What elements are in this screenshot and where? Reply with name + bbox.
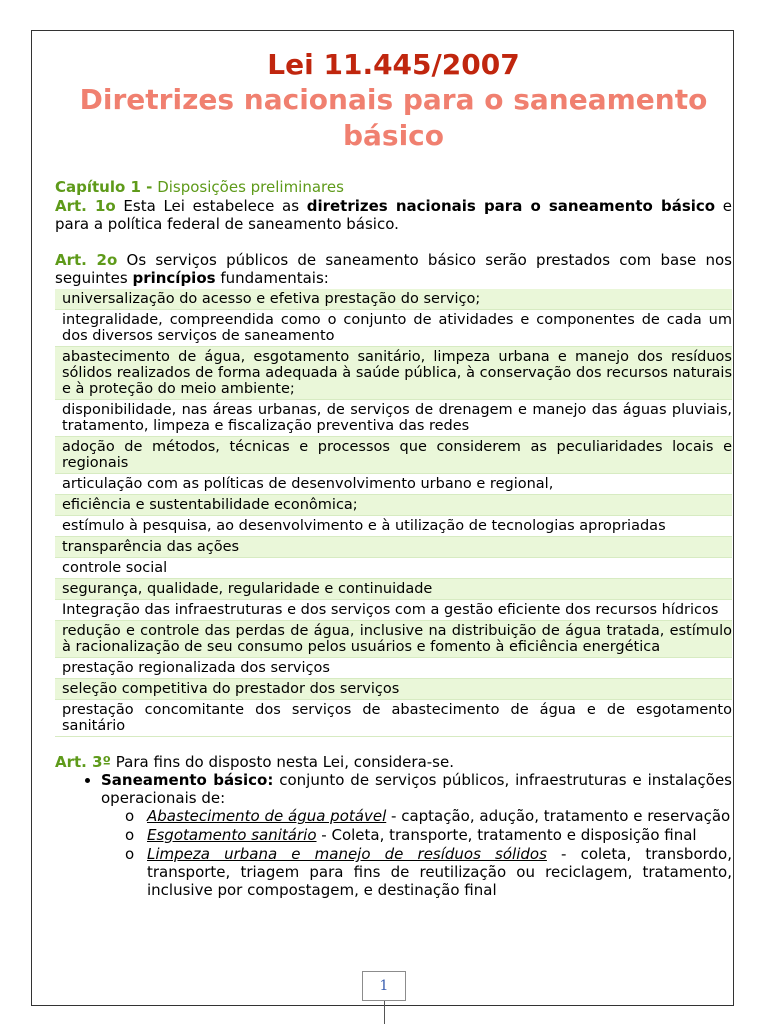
definition-item [101, 771, 732, 899]
chapter-heading [55, 178, 732, 197]
subitem-term: Abastecimento de água potável [147, 807, 387, 825]
definition-subitem [127, 807, 732, 825]
principle-row: disponibilidade, nas áreas urbanas, de serviços de drenagem e manejo das águas pluviais, tratamento, limpeza e fiscalização preventiva das redes [55, 400, 732, 437]
principle-row: eficiência e sustentabilidade econômica; [55, 495, 732, 516]
principle-row: Integração das infraestruturas e dos serviços com a gestão eficiente dos recursos hídricos [55, 600, 732, 621]
definition-text: conjunto de serviços públicos, infraestruturas e instalações operacionais de: [101, 771, 732, 807]
definition-sublist [127, 807, 732, 899]
chapter-label: Capítulo 1 - [55, 178, 153, 196]
sub-bullet-mark: o [125, 826, 135, 844]
principle-row: articulação com as políticas de desenvolvimento urbano e regional, [55, 474, 732, 495]
definition-term: Saneamento básico: [101, 771, 274, 789]
article-1-text-after: e para a política federal de saneamento básico. [55, 197, 732, 233]
chapter-name: Disposições preliminares [157, 178, 344, 196]
principle-row: segurança, qualidade, regularidade e continuidade [55, 579, 732, 600]
article-1 [55, 197, 732, 233]
article-2-label: Art. 2o [55, 251, 118, 269]
principle-row: universalização do acesso e efetiva prestação do serviço; [55, 289, 732, 310]
article-2-bold: princípios [132, 269, 216, 287]
page-number-connector [384, 1001, 385, 1024]
definition-subitem [127, 826, 732, 844]
subitem-term: Esgotamento sanitário [147, 826, 317, 844]
article-3-label: Art. 3º [55, 753, 111, 771]
subitem-text: - Coleta, transporte, tratamento e disposição final [321, 826, 697, 844]
law-subtitle: Diretrizes nacionais para o saneamento básico [79, 83, 708, 152]
article-2-text-before: Os serviços públicos de saneamento básico serão prestados com base nos seguintes [55, 251, 732, 287]
page-number: 1 [362, 971, 406, 1001]
principle-row: redução e controle das perdas de água, inclusive na distribuição de água tratada, estímulo à racionalização de seu consumo pelos usuários e fomento à eficiência energética [55, 621, 732, 658]
definition-subitem [127, 845, 732, 899]
principle-row: prestação concomitante dos serviços de abastecimento de água e de esgotamento sanitário [55, 700, 732, 737]
sub-bullet-mark: o [125, 845, 135, 863]
subitem-text: - captação, adução, tratamento e reservação [391, 807, 731, 825]
definitions-list [55, 771, 732, 899]
article-1-label: Art. 1o [55, 197, 116, 215]
principles-list [55, 289, 732, 737]
principle-row: adoção de métodos, técnicas e processos que considerem as peculiaridades locais e regionais [55, 437, 732, 474]
article-1-text-before: Esta Lei estabelece as [123, 197, 300, 215]
principle-row: transparência das ações [55, 537, 732, 558]
article-3 [55, 753, 732, 771]
subitem-term: Limpeza urbana e manejo de resíduos sólidos [147, 845, 547, 863]
article-2-text-after: fundamentais: [220, 269, 329, 287]
subitem-text: - coleta, transbordo, transporte, triagem para fins de reutilização ou reciclagem, tratamento, inclusive por compostagem, e destinação final [147, 845, 733, 899]
article-3-text: Para fins do disposto nesta Lei, considera-se. [115, 753, 454, 771]
principle-row: integralidade, compreendida como o conjunto de atividades e componentes de cada um dos diversos serviços de saneamento [55, 310, 732, 347]
law-title: Lei 11.445/2007 [267, 48, 520, 81]
document-body [55, 48, 732, 900]
principle-row: seleção competitiva do prestador dos serviços [55, 679, 732, 700]
principle-row: estímulo à pesquisa, ao desenvolvimento e à utilização de tecnologias apropriadas [55, 516, 732, 537]
article-2 [55, 251, 732, 287]
sub-bullet-mark: o [125, 807, 135, 825]
principle-row: abastecimento de água, esgotamento sanitário, limpeza urbana e manejo dos resíduos sólidos realizados de forma adequada à saúde pública, à conservação dos recursos naturais e à proteção do meio ambiente; [55, 347, 732, 400]
article-1-bold: diretrizes nacionais para o saneamento básico [306, 197, 716, 215]
principle-row: controle social [55, 558, 732, 579]
principle-row: prestação regionalizada dos serviços [55, 658, 732, 679]
